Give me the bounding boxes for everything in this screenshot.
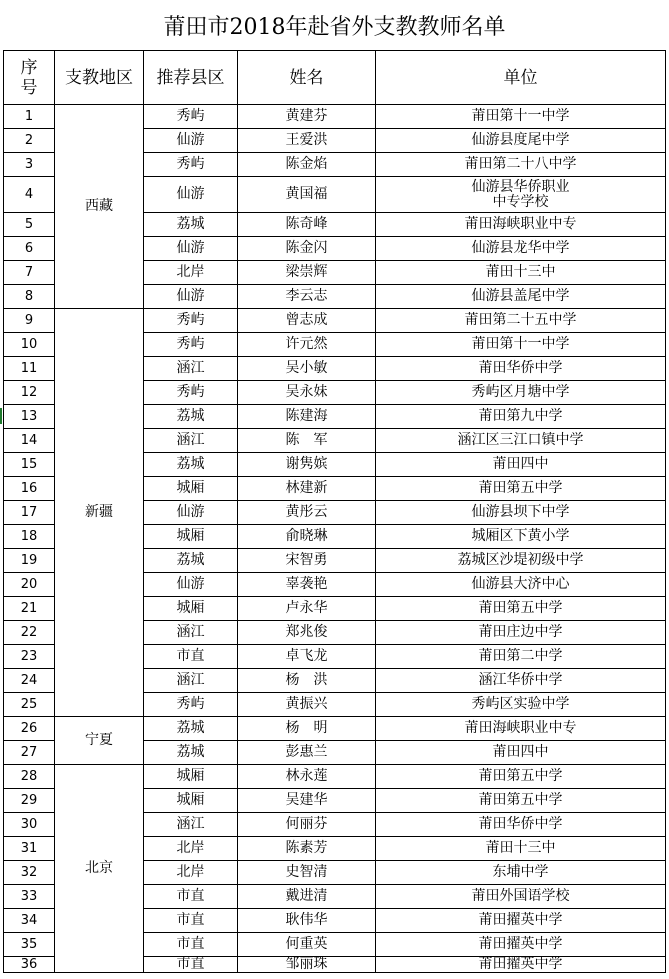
county-cell[interactable]: 涵江 [144,429,238,453]
county-cell[interactable]: 市直 [144,933,238,957]
unit-cell[interactable]: 莆田第九中学 [376,405,666,429]
teacher-name-cell[interactable]: 黄振兴 [238,693,376,717]
header-unit[interactable]: 单位 [376,51,666,105]
county-cell[interactable]: 荔城 [144,405,238,429]
unit-cell[interactable]: 莆田第五中学 [376,597,666,621]
row-number[interactable]: 6 [4,237,55,261]
teacher-name-cell[interactable]: 陈奇峰 [238,213,376,237]
unit-cell[interactable]: 莆田第十一中学 [376,333,666,357]
teacher-name-cell[interactable]: 戴进清 [238,885,376,909]
teacher-name-cell[interactable]: 彭惠兰 [238,741,376,765]
row-number[interactable]: 7 [4,261,55,285]
unit-cell[interactable]: 莆田第二十五中学 [376,309,666,333]
unit-cell[interactable]: 莆田海峡职业中专 [376,717,666,741]
teacher-name-cell[interactable]: 郑兆俊 [238,621,376,645]
unit-cell[interactable]: 仙游县华侨职业 中专学校 [376,177,666,213]
teacher-name-cell[interactable]: 陈金焰 [238,153,376,177]
county-cell[interactable]: 市直 [144,909,238,933]
county-cell[interactable]: 仙游 [144,177,238,213]
unit-cell[interactable]: 莆田擢英中学 [376,909,666,933]
teacher-name-cell[interactable]: 许元然 [238,333,376,357]
unit-cell[interactable]: 莆田第二十八中学 [376,153,666,177]
teacher-name-cell[interactable]: 谢隽嫔 [238,453,376,477]
row-number[interactable]: 25 [4,693,55,717]
teacher-name-cell[interactable]: 王爱洪 [238,129,376,153]
row-number[interactable]: 29 [4,789,55,813]
teacher-name-cell[interactable]: 辜袭艳 [238,573,376,597]
county-cell[interactable]: 城厢 [144,525,238,549]
row-number[interactable]: 22 [4,621,55,645]
teacher-name-cell[interactable]: 林建新 [238,477,376,501]
county-cell[interactable]: 市直 [144,957,238,973]
county-cell[interactable]: 仙游 [144,237,238,261]
row-number[interactable]: 19 [4,549,55,573]
unit-cell[interactable]: 东埔中学 [376,861,666,885]
unit-cell[interactable]: 秀屿区实验中学 [376,693,666,717]
teacher-name-cell[interactable]: 宋智勇 [238,549,376,573]
teacher-name-cell[interactable]: 俞晓琳 [238,525,376,549]
county-cell[interactable]: 北岸 [144,837,238,861]
unit-cell[interactable]: 仙游县度尾中学 [376,129,666,153]
row-number[interactable]: 16 [4,477,55,501]
row-number[interactable]: 18 [4,525,55,549]
teacher-name-cell[interactable]: 黄建芬 [238,105,376,129]
row-number[interactable]: 31 [4,837,55,861]
teacher-name-cell[interactable]: 陈 军 [238,429,376,453]
row-number[interactable]: 26 [4,717,55,741]
teacher-name-cell[interactable]: 黄彤云 [238,501,376,525]
row-number[interactable]: 17 [4,501,55,525]
teacher-name-cell[interactable]: 曾志成 [238,309,376,333]
teacher-name-cell[interactable]: 卓飞龙 [238,645,376,669]
unit-cell[interactable]: 莆田第五中学 [376,477,666,501]
row-number[interactable]: 28 [4,765,55,789]
region-cell[interactable]: 新疆 [55,309,144,717]
teacher-name-cell[interactable]: 何重英 [238,933,376,957]
county-cell[interactable]: 市直 [144,645,238,669]
row-number[interactable]: 33 [4,885,55,909]
county-cell[interactable]: 涵江 [144,669,238,693]
county-cell[interactable]: 荔城 [144,213,238,237]
county-cell[interactable]: 荔城 [144,741,238,765]
unit-cell[interactable]: 莆田四中 [376,453,666,477]
county-cell[interactable]: 北岸 [144,261,238,285]
county-cell[interactable]: 秀屿 [144,381,238,405]
teacher-name-cell[interactable]: 吴小敏 [238,357,376,381]
unit-cell[interactable]: 涵江区三江口镇中学 [376,429,666,453]
unit-cell[interactable]: 莆田华侨中学 [376,813,666,837]
unit-cell[interactable]: 仙游县盖尾中学 [376,285,666,309]
county-cell[interactable]: 秀屿 [144,153,238,177]
teacher-name-cell[interactable]: 史智清 [238,861,376,885]
row-number[interactable]: 3 [4,153,55,177]
row-number[interactable]: 8 [4,285,55,309]
row-number[interactable]: 9 [4,309,55,333]
teacher-name-cell[interactable]: 林永莲 [238,765,376,789]
row-number[interactable]: 4 [4,177,55,213]
county-cell[interactable]: 秀屿 [144,309,238,333]
row-number[interactable]: 27 [4,741,55,765]
sheet-title: 莆田市2018年赴省外支教教师名单 [163,14,506,40]
teacher-name-cell[interactable]: 杨 明 [238,717,376,741]
unit-cell[interactable]: 莆田第十一中学 [376,105,666,129]
row-number[interactable]: 21 [4,597,55,621]
county-cell[interactable]: 城厢 [144,789,238,813]
region-cell[interactable]: 宁夏 [55,717,144,765]
county-cell[interactable]: 荔城 [144,717,238,741]
teacher-name-cell[interactable]: 杨 洪 [238,669,376,693]
row-number[interactable]: 15 [4,453,55,477]
row-number[interactable]: 20 [4,573,55,597]
county-cell[interactable]: 涵江 [144,621,238,645]
header-name[interactable]: 姓名 [238,51,376,105]
teacher-name-cell[interactable]: 邹丽珠 [238,957,376,973]
teacher-name-cell[interactable]: 吴永妹 [238,381,376,405]
county-cell[interactable]: 城厢 [144,477,238,501]
teacher-name-cell[interactable]: 何丽芬 [238,813,376,837]
unit-cell[interactable]: 莆田第二中学 [376,645,666,669]
teacher-table [3,50,666,973]
region-cell[interactable]: 北京 [55,765,144,973]
row-number[interactable]: 34 [4,909,55,933]
row-number[interactable]: 11 [4,357,55,381]
county-cell[interactable]: 涵江 [144,357,238,381]
unit-cell[interactable]: 莆田华侨中学 [376,357,666,381]
teacher-name-cell[interactable]: 黄国福 [238,177,376,213]
teacher-name-cell[interactable]: 吴建华 [238,789,376,813]
row-number[interactable]: 24 [4,669,55,693]
row-number[interactable]: 13 [4,405,55,429]
row-number[interactable]: 10 [4,333,55,357]
unit-cell[interactable]: 莆田庄边中学 [376,621,666,645]
unit-cell[interactable]: 莆田外国语学校 [376,885,666,909]
unit-cell[interactable]: 城厢区下黄小学 [376,525,666,549]
county-cell[interactable]: 仙游 [144,501,238,525]
unit-cell[interactable]: 秀屿区月塘中学 [376,381,666,405]
teacher-name-cell[interactable]: 梁崇辉 [238,261,376,285]
unit-cell[interactable]: 莆田擢英中学 [376,957,666,973]
row-number[interactable]: 30 [4,813,55,837]
county-cell[interactable]: 城厢 [144,765,238,789]
teacher-name-cell[interactable]: 卢永华 [238,597,376,621]
county-cell[interactable]: 秀屿 [144,333,238,357]
county-cell[interactable]: 仙游 [144,573,238,597]
county-cell[interactable]: 涵江 [144,813,238,837]
unit-cell[interactable]: 仙游县大济中心 [376,573,666,597]
unit-cell[interactable]: 涵江华侨中学 [376,669,666,693]
county-cell[interactable]: 秀屿 [144,105,238,129]
header-county[interactable]: 推荐县区 [144,51,238,105]
unit-cell[interactable]: 莆田海峡职业中专 [376,213,666,237]
row-number[interactable]: 12 [4,381,55,405]
county-cell[interactable]: 仙游 [144,285,238,309]
unit-cell[interactable]: 仙游县龙华中学 [376,237,666,261]
row-number[interactable]: 2 [4,129,55,153]
row-number[interactable]: 1 [4,105,55,129]
county-cell[interactable]: 市直 [144,885,238,909]
unit-cell[interactable]: 莆田十三中 [376,837,666,861]
teacher-name-cell[interactable]: 耿伟华 [238,909,376,933]
teacher-name-cell[interactable]: 李云志 [238,285,376,309]
region-cell[interactable]: 西藏 [55,105,144,309]
row-number[interactable]: 5 [4,213,55,237]
county-cell[interactable]: 仙游 [144,129,238,153]
header-region[interactable]: 支教地区 [55,51,144,105]
unit-cell[interactable]: 莆田擢英中学 [376,933,666,957]
row-indicator-mark [0,408,2,424]
unit-cell[interactable]: 莆田第五中学 [376,765,666,789]
header-seq[interactable]: 序 号 [4,51,55,105]
teacher-name-cell[interactable]: 陈素芳 [238,837,376,861]
county-cell[interactable]: 荔城 [144,549,238,573]
row-number[interactable]: 36 [4,957,55,973]
county-cell[interactable]: 城厢 [144,597,238,621]
row-number[interactable]: 32 [4,861,55,885]
county-cell[interactable]: 秀屿 [144,693,238,717]
teacher-name-cell[interactable]: 陈金闪 [238,237,376,261]
unit-cell[interactable]: 莆田第五中学 [376,789,666,813]
unit-cell[interactable]: 荔城区沙堤初级中学 [376,549,666,573]
teacher-name-cell[interactable]: 陈建海 [238,405,376,429]
row-number[interactable]: 23 [4,645,55,669]
county-cell[interactable]: 荔城 [144,453,238,477]
unit-cell[interactable]: 莆田四中 [376,741,666,765]
unit-cell[interactable]: 莆田十三中 [376,261,666,285]
row-number[interactable]: 35 [4,933,55,957]
unit-cell[interactable]: 仙游县坝下中学 [376,501,666,525]
county-cell[interactable]: 北岸 [144,861,238,885]
row-number[interactable]: 14 [4,429,55,453]
